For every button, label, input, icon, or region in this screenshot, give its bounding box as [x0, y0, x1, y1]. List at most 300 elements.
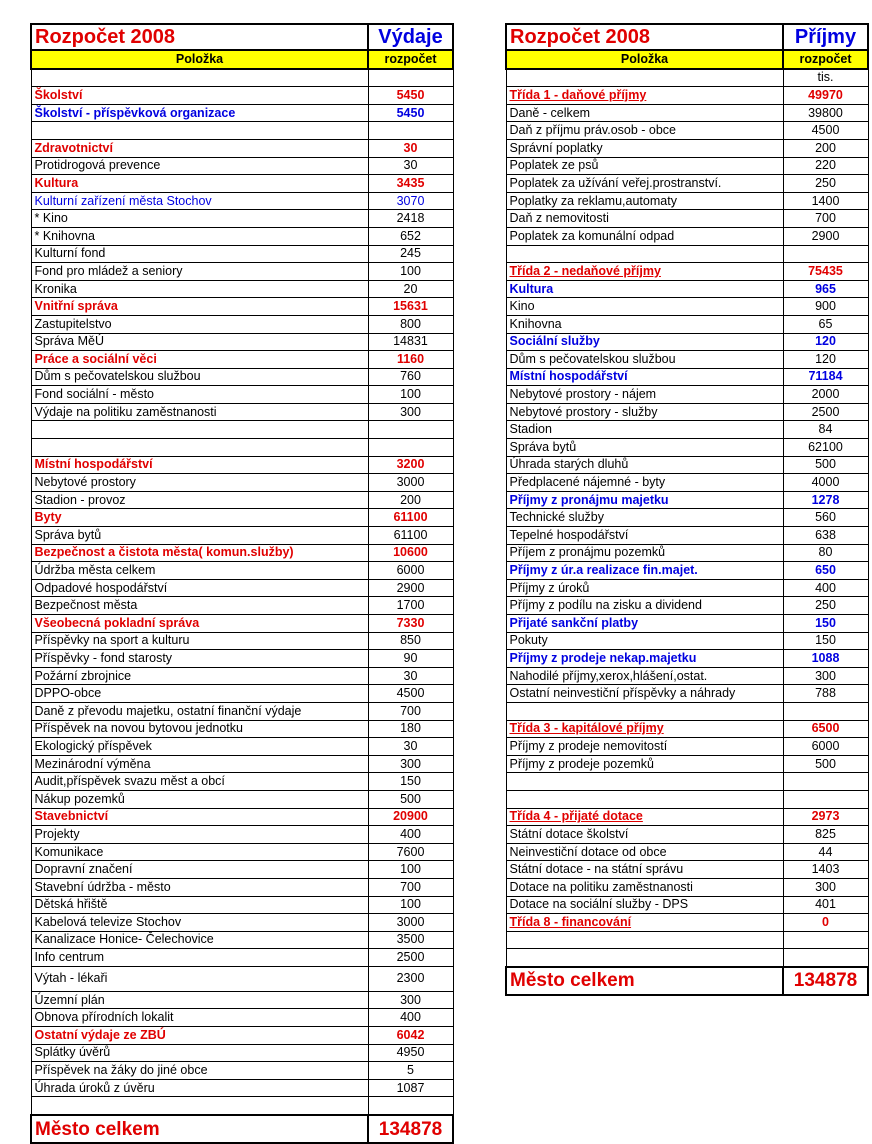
- table-row: [506, 298, 868, 316]
- row-label: Kronika: [31, 280, 368, 298]
- row-label: * Kino: [31, 210, 368, 228]
- table-row: [506, 421, 868, 439]
- row-label: Poplatek za komunální odpad: [506, 227, 783, 245]
- row-value: 20: [368, 280, 453, 298]
- table-row: [31, 755, 453, 773]
- table-row: [31, 491, 453, 509]
- row-value: 62100: [783, 439, 868, 457]
- row-value: [783, 949, 868, 967]
- table-row: [31, 738, 453, 756]
- row-value: 650: [783, 562, 868, 580]
- row-value: 1278: [783, 491, 868, 509]
- row-label: Sociální služby: [506, 333, 783, 351]
- row-value: 49970: [783, 87, 868, 105]
- row-label: Dopravní značení: [31, 861, 368, 879]
- table-row: [31, 139, 453, 157]
- row-value: [783, 931, 868, 949]
- row-label: Poplatek ze psů: [506, 157, 783, 175]
- row-value: 100: [368, 861, 453, 879]
- row-label: Přijaté sankční platby: [506, 615, 783, 633]
- row-value: 1087: [368, 1079, 453, 1097]
- row-value: [368, 1097, 453, 1115]
- table-row: [31, 808, 453, 826]
- table-row: [31, 1009, 453, 1027]
- table-row: [506, 456, 868, 474]
- row-label: Info centrum: [31, 949, 368, 967]
- table-row: [506, 280, 868, 298]
- row-value: 5450: [368, 104, 453, 122]
- row-value: 300: [368, 755, 453, 773]
- row-label: Nebytové prostory - služby: [506, 403, 783, 421]
- income-title: Rozpočet 2008: [506, 24, 783, 50]
- row-label: Zdravotnictví: [31, 139, 368, 157]
- row-label: [506, 69, 783, 87]
- row-value: 5: [368, 1062, 453, 1080]
- table-row: [506, 914, 868, 932]
- row-value: 2000: [783, 386, 868, 404]
- row-value: [368, 69, 453, 87]
- row-label: Dům s pečovatelskou službou: [31, 368, 368, 386]
- row-value: 4500: [368, 685, 453, 703]
- table-row: [31, 914, 453, 932]
- row-value: 61100: [368, 527, 453, 545]
- row-label: Třída 3 - kapitálové příjmy: [506, 720, 783, 738]
- table-row: [31, 403, 453, 421]
- row-label: Dětská hřiště: [31, 896, 368, 914]
- table-row: [31, 878, 453, 896]
- row-label: Komunikace: [31, 843, 368, 861]
- row-label: [31, 439, 368, 457]
- table-row: [31, 122, 453, 140]
- row-value: 850: [368, 632, 453, 650]
- row-value: 15631: [368, 298, 453, 316]
- row-label: Nebytové prostory: [31, 474, 368, 492]
- expenses-column-headers: [31, 50, 453, 69]
- table-row: [506, 439, 868, 457]
- row-label: Kabelová televize Stochov: [31, 914, 368, 932]
- income-table: [505, 23, 869, 996]
- table-row: [506, 192, 868, 210]
- row-value: 1088: [783, 650, 868, 668]
- table-row: [31, 861, 453, 879]
- row-label: Územní plán: [31, 991, 368, 1009]
- row-label: Technické služby: [506, 509, 783, 527]
- table-row: [506, 808, 868, 826]
- row-label: Nebytové prostory - nájem: [506, 386, 783, 404]
- table-row: [31, 991, 453, 1009]
- table-row: [506, 632, 868, 650]
- table-row: [31, 667, 453, 685]
- row-label: Úhrada úroků z úvěru: [31, 1079, 368, 1097]
- table-row: [506, 667, 868, 685]
- row-label: Třída 1 - daňové příjmy: [506, 87, 783, 105]
- row-label: Správa MěÚ: [31, 333, 368, 351]
- table-row: [506, 351, 868, 369]
- table-row: [31, 579, 453, 597]
- row-label: Stadion - provoz: [31, 491, 368, 509]
- expenses-total-label: Město celkem: [31, 1115, 368, 1143]
- row-value: [783, 790, 868, 808]
- table-row: [31, 69, 453, 87]
- table-row: [31, 843, 453, 861]
- row-label: Zastupitelstvo: [31, 315, 368, 333]
- table-row: [31, 1079, 453, 1097]
- table-row: [31, 439, 453, 457]
- row-value: 1160: [368, 351, 453, 369]
- table-row: [31, 456, 453, 474]
- expenses-total-value: 134878: [368, 1115, 453, 1143]
- row-value: 300: [783, 878, 868, 896]
- row-value: [368, 122, 453, 140]
- table-row: [506, 386, 868, 404]
- row-value: 638: [783, 527, 868, 545]
- row-label: [31, 421, 368, 439]
- row-value: 825: [783, 826, 868, 844]
- table-row: [506, 615, 868, 633]
- row-label: Neinvestiční dotace od obce: [506, 843, 783, 861]
- row-label: Bezpečnost a čistota města( komun.služby): [31, 544, 368, 562]
- table-row: [506, 773, 868, 791]
- row-value: 20900: [368, 808, 453, 826]
- row-label: Kulturní fond: [31, 245, 368, 263]
- row-label: Dům s pečovatelskou službou: [506, 351, 783, 369]
- row-label: Nákup pozemků: [31, 790, 368, 808]
- row-label: DPPO-obce: [31, 685, 368, 703]
- row-label: [506, 949, 783, 967]
- table-row: [506, 122, 868, 140]
- row-value: 300: [368, 403, 453, 421]
- row-label: Kanalizace Honice- Čelechovice: [31, 931, 368, 949]
- row-label: Stavební údržba - město: [31, 878, 368, 896]
- row-value: 7330: [368, 615, 453, 633]
- row-value: 1700: [368, 597, 453, 615]
- table-row: [506, 245, 868, 263]
- row-value: 84: [783, 421, 868, 439]
- row-label: Třída 8 - financování: [506, 914, 783, 932]
- row-label: Ekologický příspěvek: [31, 738, 368, 756]
- row-label: Práce a sociální věci: [31, 351, 368, 369]
- row-value: 75435: [783, 263, 868, 281]
- table-row: [31, 1044, 453, 1062]
- table-row: [506, 790, 868, 808]
- row-value: 6500: [783, 720, 868, 738]
- row-label: Příspěvky - fond starosty: [31, 650, 368, 668]
- row-value: 120: [783, 333, 868, 351]
- row-value: 560: [783, 509, 868, 527]
- table-row: [506, 175, 868, 193]
- table-row: [506, 87, 868, 105]
- row-value: 1400: [783, 192, 868, 210]
- table-row: [506, 69, 868, 87]
- row-value: 788: [783, 685, 868, 703]
- row-label: Mezinárodní výměna: [31, 755, 368, 773]
- table-row: [506, 474, 868, 492]
- row-label: Daň z příjmu práv.osob - obce: [506, 122, 783, 140]
- row-value: 220: [783, 157, 868, 175]
- table-row: [506, 333, 868, 351]
- row-value: 4950: [368, 1044, 453, 1062]
- table-row: [31, 474, 453, 492]
- row-label: [506, 790, 783, 808]
- row-label: Stadion: [506, 421, 783, 439]
- table-row: [506, 878, 868, 896]
- table-row: [31, 333, 453, 351]
- table-row: [506, 931, 868, 949]
- row-label: Správa bytů: [506, 439, 783, 457]
- row-value: 10600: [368, 544, 453, 562]
- table-row: [31, 931, 453, 949]
- row-label: Kultura: [31, 175, 368, 193]
- expenses-col-value: rozpočet: [368, 50, 453, 69]
- row-value: 2500: [368, 949, 453, 967]
- row-value: 2900: [783, 227, 868, 245]
- row-value: 250: [783, 597, 868, 615]
- income-kind: Příjmy: [783, 24, 868, 50]
- row-value: 400: [783, 579, 868, 597]
- table-row: [506, 861, 868, 879]
- row-value: 7600: [368, 843, 453, 861]
- row-label: Byty: [31, 509, 368, 527]
- row-label: Odpadové hospodářství: [31, 579, 368, 597]
- row-value: 6042: [368, 1027, 453, 1045]
- row-label: Obnova přírodních lokalit: [31, 1009, 368, 1027]
- table-row: [506, 509, 868, 527]
- row-label: * Knihovna: [31, 227, 368, 245]
- income-total-label: Město celkem: [506, 967, 783, 995]
- row-label: Ostatní výdaje ze ZBÚ: [31, 1027, 368, 1045]
- table-row: [506, 579, 868, 597]
- row-value: 100: [368, 386, 453, 404]
- table-row: [31, 87, 453, 105]
- row-label: Bezpečnost města: [31, 597, 368, 615]
- table-row: [506, 544, 868, 562]
- table-row: [31, 826, 453, 844]
- table-row: [506, 315, 868, 333]
- row-label: Třída 2 - nedaňové příjmy: [506, 263, 783, 281]
- row-label: Místní hospodářství: [506, 368, 783, 386]
- table-row: [31, 157, 453, 175]
- table-row: [31, 562, 453, 580]
- row-label: Všeobecná pokladní správa: [31, 615, 368, 633]
- row-label: Ostatní neinvestiční příspěvky a náhrady: [506, 685, 783, 703]
- row-value: 44: [783, 843, 868, 861]
- table-row: [506, 104, 868, 122]
- table-row: [506, 227, 868, 245]
- table-row: [506, 157, 868, 175]
- income-col-value: rozpočet: [783, 50, 868, 69]
- table-row: [506, 263, 868, 281]
- row-label: Tepelné hospodářství: [506, 527, 783, 545]
- row-label: Příjmy z podílu na zisku a dividend: [506, 597, 783, 615]
- row-label: Audit,příspěvek svazu měst a obcí: [31, 773, 368, 791]
- income-total-row: [506, 967, 868, 995]
- row-value: 3070: [368, 192, 453, 210]
- row-value: [783, 773, 868, 791]
- table-row: [506, 139, 868, 157]
- row-label: Dotace na sociální služby - DPS: [506, 896, 783, 914]
- expenses-col-item: Položka: [31, 50, 368, 69]
- expenses-total-row: [31, 1115, 453, 1143]
- table-row: [31, 720, 453, 738]
- row-label: Daně z převodu majetku, ostatní finanční výdaje: [31, 702, 368, 720]
- row-value: [783, 245, 868, 263]
- row-value: 245: [368, 245, 453, 263]
- row-value: 400: [368, 1009, 453, 1027]
- row-label: Dotace na politiku zaměstnanosti: [506, 878, 783, 896]
- row-value: 3500: [368, 931, 453, 949]
- row-value: 6000: [783, 738, 868, 756]
- table-row: [506, 755, 868, 773]
- table-row: [31, 315, 453, 333]
- row-value: 700: [368, 702, 453, 720]
- table-row: [31, 245, 453, 263]
- row-label: [506, 931, 783, 949]
- table-row: [31, 263, 453, 281]
- table-row: [31, 685, 453, 703]
- row-label: Správní poplatky: [506, 139, 783, 157]
- table-row: [506, 403, 868, 421]
- row-label: Školství - příspěvková organizace: [31, 104, 368, 122]
- expenses-table: [30, 23, 454, 1144]
- table-row: [506, 210, 868, 228]
- table-row: [31, 227, 453, 245]
- row-value: 250: [783, 175, 868, 193]
- row-value: 120: [783, 351, 868, 369]
- row-value: 760: [368, 368, 453, 386]
- expenses-title: Rozpočet 2008: [31, 24, 368, 50]
- table-row: [31, 368, 453, 386]
- table-row: [31, 104, 453, 122]
- row-label: [31, 69, 368, 87]
- row-value: 6000: [368, 562, 453, 580]
- row-value: 3200: [368, 456, 453, 474]
- row-label: Příjmy z pronájmu majetku: [506, 491, 783, 509]
- row-label: Příjmy z prodeje nekap.majetku: [506, 650, 783, 668]
- table-row: [506, 949, 868, 967]
- row-value: tis.: [783, 69, 868, 87]
- table-row: [506, 562, 868, 580]
- row-value: 4000: [783, 474, 868, 492]
- row-label: Úhrada starých dluhů: [506, 456, 783, 474]
- row-value: 150: [783, 632, 868, 650]
- table-row: [31, 527, 453, 545]
- row-label: Příspěvek na novou bytovou jednotku: [31, 720, 368, 738]
- table-row: [31, 210, 453, 228]
- row-label: Stavebnictví: [31, 808, 368, 826]
- row-label: Kino: [506, 298, 783, 316]
- row-label: Poplatky za reklamu,automaty: [506, 192, 783, 210]
- row-value: [368, 439, 453, 457]
- row-value: 100: [368, 896, 453, 914]
- row-value: 100: [368, 263, 453, 281]
- row-label: Požární zbrojnice: [31, 667, 368, 685]
- row-value: 65: [783, 315, 868, 333]
- row-label: Školství: [31, 87, 368, 105]
- row-value: 61100: [368, 509, 453, 527]
- row-label: Nahodilé příjmy,xerox,hlášení,ostat.: [506, 667, 783, 685]
- table-row: [31, 896, 453, 914]
- row-value: 1403: [783, 861, 868, 879]
- row-value: 3000: [368, 914, 453, 932]
- row-value: 30: [368, 667, 453, 685]
- row-value: 150: [368, 773, 453, 791]
- table-row: [31, 790, 453, 808]
- row-label: Příspěvky na sport a kulturu: [31, 632, 368, 650]
- row-value: 401: [783, 896, 868, 914]
- row-label: Projekty: [31, 826, 368, 844]
- table-row: [506, 702, 868, 720]
- row-value: 30: [368, 139, 453, 157]
- row-value: 2973: [783, 808, 868, 826]
- row-value: 14831: [368, 333, 453, 351]
- expenses-rows: [31, 69, 453, 1115]
- table-row: [31, 192, 453, 210]
- row-label: [31, 1097, 368, 1115]
- row-label: [31, 122, 368, 140]
- table-row: [506, 685, 868, 703]
- table-row: [506, 527, 868, 545]
- table-row: [506, 368, 868, 386]
- row-value: 300: [368, 991, 453, 1009]
- table-row: [31, 351, 453, 369]
- row-label: Daně - celkem: [506, 104, 783, 122]
- table-row: [506, 826, 868, 844]
- table-row: [31, 702, 453, 720]
- row-value: [783, 702, 868, 720]
- row-label: Příjem z pronájmu pozemků: [506, 544, 783, 562]
- table-row: [506, 896, 868, 914]
- table-row: [31, 175, 453, 193]
- row-value: 180: [368, 720, 453, 738]
- row-value: 2418: [368, 210, 453, 228]
- row-value: 500: [783, 456, 868, 474]
- row-label: Státní dotace - na státní správu: [506, 861, 783, 879]
- row-value: 39800: [783, 104, 868, 122]
- expenses-kind: Výdaje: [368, 24, 453, 50]
- row-value: 5450: [368, 87, 453, 105]
- table-row: [31, 632, 453, 650]
- row-value: 700: [783, 210, 868, 228]
- row-label: Výdaje na politiku zaměstnanosti: [31, 403, 368, 421]
- income-col-item: Položka: [506, 50, 783, 69]
- table-row: [31, 421, 453, 439]
- row-value: 80: [783, 544, 868, 562]
- row-value: 2500: [783, 403, 868, 421]
- row-value: 800: [368, 315, 453, 333]
- table-row: [506, 597, 868, 615]
- row-label: Správa bytů: [31, 527, 368, 545]
- table-row: [31, 298, 453, 316]
- table-row: [506, 843, 868, 861]
- row-value: 900: [783, 298, 868, 316]
- row-label: [506, 773, 783, 791]
- row-label: [506, 245, 783, 263]
- row-value: 71184: [783, 368, 868, 386]
- row-label: Předplacené nájemné - byty: [506, 474, 783, 492]
- row-value: 965: [783, 280, 868, 298]
- row-label: Daň z nemovitosti: [506, 210, 783, 228]
- row-value: 3000: [368, 474, 453, 492]
- row-label: Fond pro mládež a seniory: [31, 263, 368, 281]
- row-label: Příjmy z úr.a realizace fin.majet.: [506, 562, 783, 580]
- table-row: [506, 650, 868, 668]
- row-value: 150: [783, 615, 868, 633]
- row-label: Vnitřní správa: [31, 298, 368, 316]
- table-row: [31, 597, 453, 615]
- table-row: [31, 949, 453, 967]
- row-label: Kultura: [506, 280, 783, 298]
- row-label: Poplatek za užívání veřej.prostranství.: [506, 175, 783, 193]
